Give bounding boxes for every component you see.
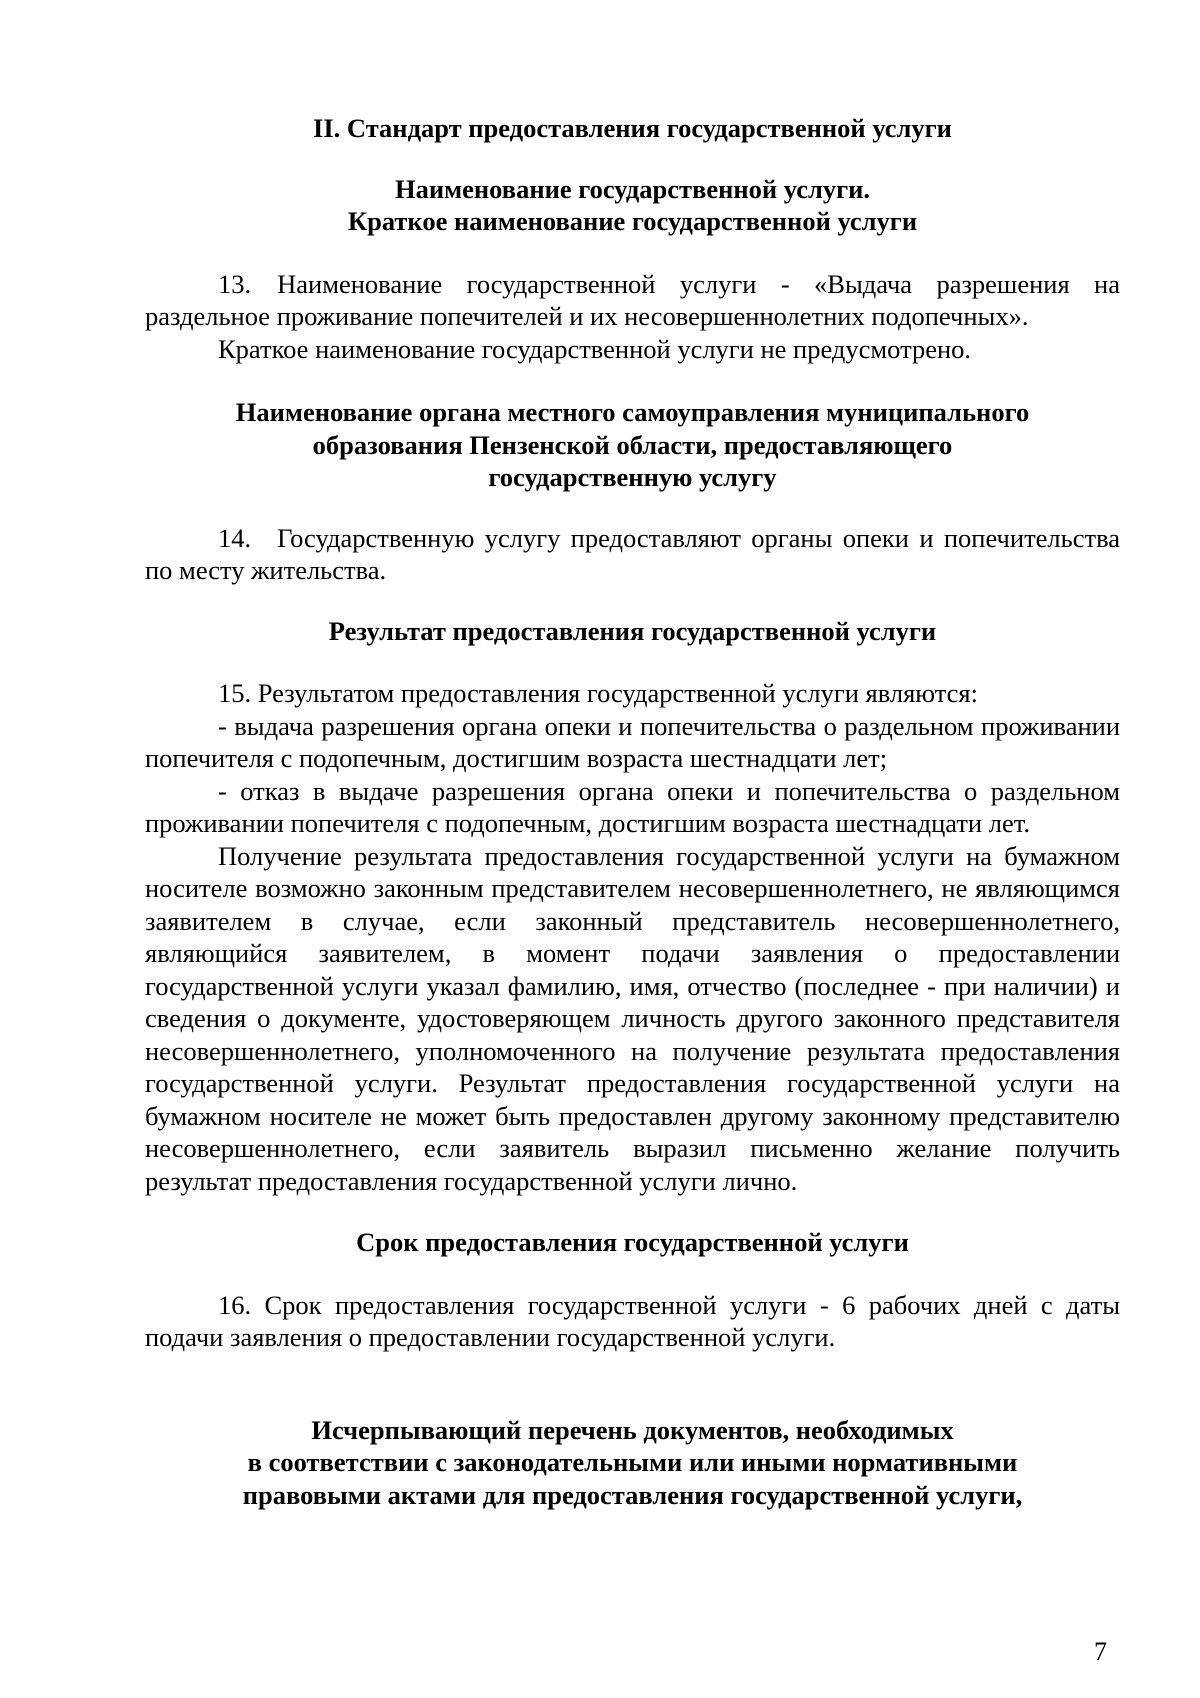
organ-heading-line-1: Наименование органа местного самоуправления муниципального [235, 397, 1030, 427]
paragraph-13-number: 13. [218, 268, 252, 299]
section-title: II. Стандарт предоставления государственной услуги [313, 113, 952, 143]
service-name-heading-line-1: Наименование государственной услуги. [394, 173, 871, 204]
organ-heading-line-3: государственную услугу [488, 462, 777, 492]
paragraph-15-intro: 15. Результатом предоставления государственной услуги являются: [218, 678, 978, 708]
document-page [145, 112, 1120, 1511]
paragraph-15-item-1: - выдача разрешения органа опеки и попечительства о раздельном проживании попечителя с подопечным, достигшим возраста шестнадцати лет; [145, 710, 1120, 773]
service-name-heading-line-2: Краткое наименование государственной услуги [347, 206, 918, 236]
paragraph-13-short-name: Краткое наименование государственной услуги не предусмотрено. [218, 333, 972, 364]
organ-heading [145, 396, 1120, 494]
page-number: 7 [1094, 1637, 1107, 1666]
documents-list-heading-line-2: в соответствии с законодательными или иными нормативными [247, 1447, 1018, 1477]
paragraph-14-number: 14. [218, 522, 252, 553]
paragraph-15-paper-result: Получение результата предоставления государственной услуги на бумажном носителе возможно законным представителем несовершеннолетнего, не являющимся заявителем в случае, если законный представитель несовершеннолетнего, являющийся заявителем, в момент подачи заявления о предоставлении государственной услуги указал фамилию, имя, отчество (последнее - при наличии) и сведения о документе, удостоверяющем личность другого законного представителя несовершеннолетнего, уполномоченного на получение результата предоставления государственной услуги. Результат предоставления государственной услуги на бумажном носителе не может быть предоставлен другому законному представителю несовершеннолетнего, если заявитель выразил письменно желание получить результат предоставления государственной услуги лично. [145, 840, 1120, 1196]
paragraph-15-item-2: - отказ в выдаче разрешения органа опеки и попечительства о раздельном проживании попечителя с подопечным, достигшим возраста шестнадцати лет. [145, 775, 1120, 838]
documents-list-heading-line-1: Исчерпывающий перечень документов, необходимых [311, 1414, 954, 1445]
paragraph-13 [145, 268, 1120, 333]
documents-list-heading [145, 1414, 1120, 1512]
paragraph-16: 16. Срок предоставления государственной услуги - 6 рабочих дней с даты подачи заявления о предоставлении государственной услуги. [145, 1289, 1120, 1352]
paragraph-13-text: Наименование государственной услуги - «Выдача разрешения на раздельное проживание попечителей и их несовершеннолетних подопечных». [145, 268, 1120, 331]
paragraph-14 [145, 522, 1120, 587]
organ-heading-line-2: образования Пензенской области, предоставляющего [312, 429, 953, 460]
term-heading: Срок предоставления государственной услуги [356, 1227, 909, 1257]
documents-list-heading-line-3: правовыми актами для предоставления государственной услуги, [242, 1479, 1023, 1510]
service-name-heading [145, 173, 1120, 238]
result-heading: Результат предоставления государственной услуги [328, 615, 937, 646]
paragraph-14-text: Государственную услугу предоставляют органы опеки и попечительства по месту жительства. [145, 522, 1120, 585]
